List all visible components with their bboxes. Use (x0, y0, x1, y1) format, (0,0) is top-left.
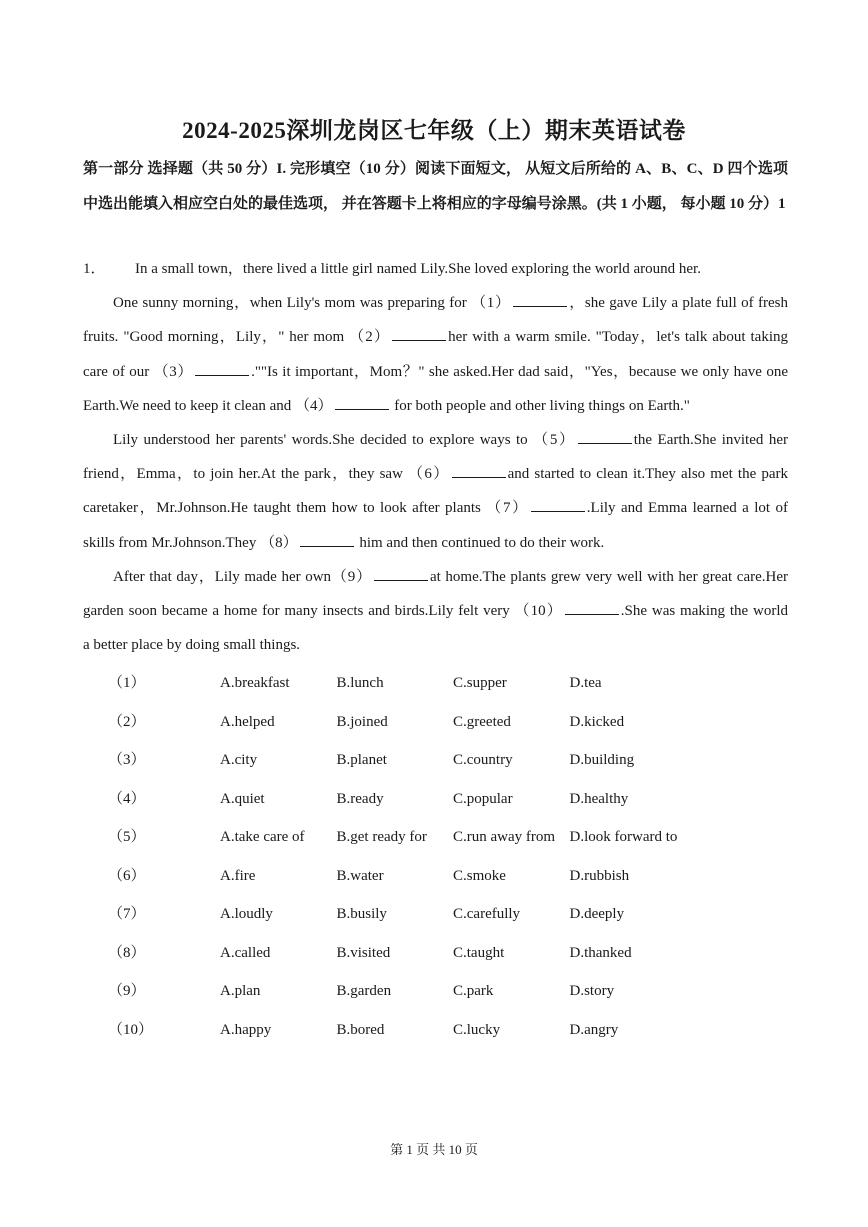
option-a: A.helped (220, 713, 275, 730)
option-b: B.water (336, 867, 384, 884)
option-a: A.called (220, 944, 271, 961)
answer-blank (452, 463, 506, 478)
page-footer: 第 1 页 共 10 页 (390, 1142, 478, 1157)
option-row (108, 895, 686, 934)
option-a: A.city (220, 752, 258, 768)
section-instructions: 第一部分 选择题（共 50 分）I. 完形填空（10 分）阅读下面短文， 从短文后所给的 A、B、C、D 四个选项中选出能填入相应空白处的最佳选项， 并在答题卡上将相应的字母编号涂黑。(共 1 小题， 每小题 10 分）1 (83, 161, 788, 212)
answer-blank (300, 532, 354, 547)
option-b: B.planet (336, 752, 387, 768)
option-d: D.angry (569, 1021, 619, 1038)
answer-blank (565, 600, 619, 615)
option-number: （8） (108, 944, 146, 961)
option-b: B.garden (336, 983, 392, 999)
option-d: D.deeply (569, 906, 625, 922)
option-row (108, 664, 686, 703)
option-b: B.lunch (336, 675, 384, 691)
question-number: 1． (83, 261, 106, 277)
passage-line: Earth.We need to keep it clean and （4） for both people and other living things on Earth." (83, 389, 788, 423)
option-row (108, 1011, 686, 1050)
option-a: A.loudly (220, 906, 273, 922)
option-a: A.take care of (220, 829, 305, 845)
option-d: D.story (569, 983, 615, 999)
option-d: D.rubbish (569, 867, 630, 884)
cloze-passage (83, 252, 788, 662)
answer-blank (335, 395, 389, 410)
option-c: C.country (453, 752, 513, 768)
option-row (108, 703, 686, 742)
passage-line: garden soon became a home for many insects and birds.Lily felt very （10） .She was making the world (83, 594, 788, 628)
answer-blank (513, 292, 567, 307)
passage-line: Lily understood her parents' words.She decided to explore ways to （5） the Earth.She invited her (83, 423, 788, 457)
answer-options (108, 664, 686, 1049)
option-number: （3） (108, 752, 146, 768)
option-d: D.thanked (569, 944, 632, 961)
option-c: C.popular (453, 790, 513, 807)
option-d: D.look forward to (569, 829, 678, 845)
passage-line: After that day，Lily made her own（9） at home.The plants grew very well with her great care.Her (83, 560, 788, 594)
passage-line: friend，Emma，to join her.At the park，they saw （6） and started to clean it.They also met the park (83, 457, 788, 491)
option-c: C.smoke (453, 867, 506, 884)
option-row (108, 857, 686, 896)
answer-blank (195, 361, 249, 376)
option-row (108, 780, 686, 819)
option-row (108, 741, 686, 780)
option-number: （10） (108, 1021, 154, 1038)
answer-blank (531, 497, 585, 512)
option-c: C.greeted (453, 713, 511, 730)
option-row (108, 818, 686, 857)
option-d: D.tea (569, 675, 602, 691)
option-a: A.breakfast (220, 675, 290, 691)
option-c: C.lucky (453, 1021, 501, 1038)
passage-line: caretaker，Mr.Johnson.He taught them how to look after plants （7） .Lily and Emma learned a lot of (83, 491, 788, 525)
option-b: B.bored (336, 1021, 385, 1038)
option-d: D.kicked (569, 713, 625, 730)
option-a: A.happy (220, 1021, 272, 1038)
option-c: C.taught (453, 944, 505, 961)
answer-blank (392, 326, 446, 341)
passage-line: skills from Mr.Johnson.They （8） him and then continued to do their work. (83, 526, 788, 560)
option-row (108, 972, 686, 1011)
option-number: （2） (108, 713, 146, 730)
answer-blank (374, 566, 428, 581)
option-a: A.quiet (220, 790, 265, 807)
passage-line: fruits. "Good morning，Lily，" her mom （2） her with a warm smile. "Today，let's talk about taking (83, 320, 788, 354)
option-b: B.joined (336, 713, 388, 730)
option-number: （5） (108, 829, 146, 845)
answer-blank (578, 429, 632, 444)
option-number: （6） (108, 867, 146, 884)
passage-line: care of our （3） .""Is it important，Mom？" she asked.Her dad said，"Yes，because we only have one (83, 355, 788, 389)
passage-line: One sunny morning，when Lily's mom was preparing for （1） ，she gave Lily a plate full of fresh (83, 286, 788, 320)
option-a: A.plan (220, 983, 261, 999)
option-number: （1） (108, 675, 146, 691)
option-d: D.healthy (569, 790, 629, 807)
option-row (108, 934, 686, 973)
option-number: （9） (108, 983, 146, 999)
passage-line: a better place by doing small things. (83, 637, 301, 654)
option-b: B.ready (336, 790, 384, 807)
page-title: 2024-2025深圳龙岗区七年级（上）期末英语试卷 (182, 118, 686, 143)
option-number: （4） (108, 790, 146, 807)
option-c: C.park (453, 983, 494, 999)
option-a: A.fire (220, 867, 256, 884)
option-number: （7） (108, 906, 146, 922)
option-c: C.carefully (453, 906, 521, 922)
option-c: C.run away from (453, 829, 556, 845)
passage-text: In a small town，there lived a little girl named Lily.She loved exploring the world around her. (135, 261, 701, 277)
option-b: B.get ready for (336, 829, 427, 845)
option-b: B.busily (336, 906, 387, 922)
option-d: D.building (569, 752, 635, 768)
option-c: C.supper (453, 675, 507, 691)
option-b: B.visited (336, 944, 391, 961)
passage-line (83, 252, 788, 286)
